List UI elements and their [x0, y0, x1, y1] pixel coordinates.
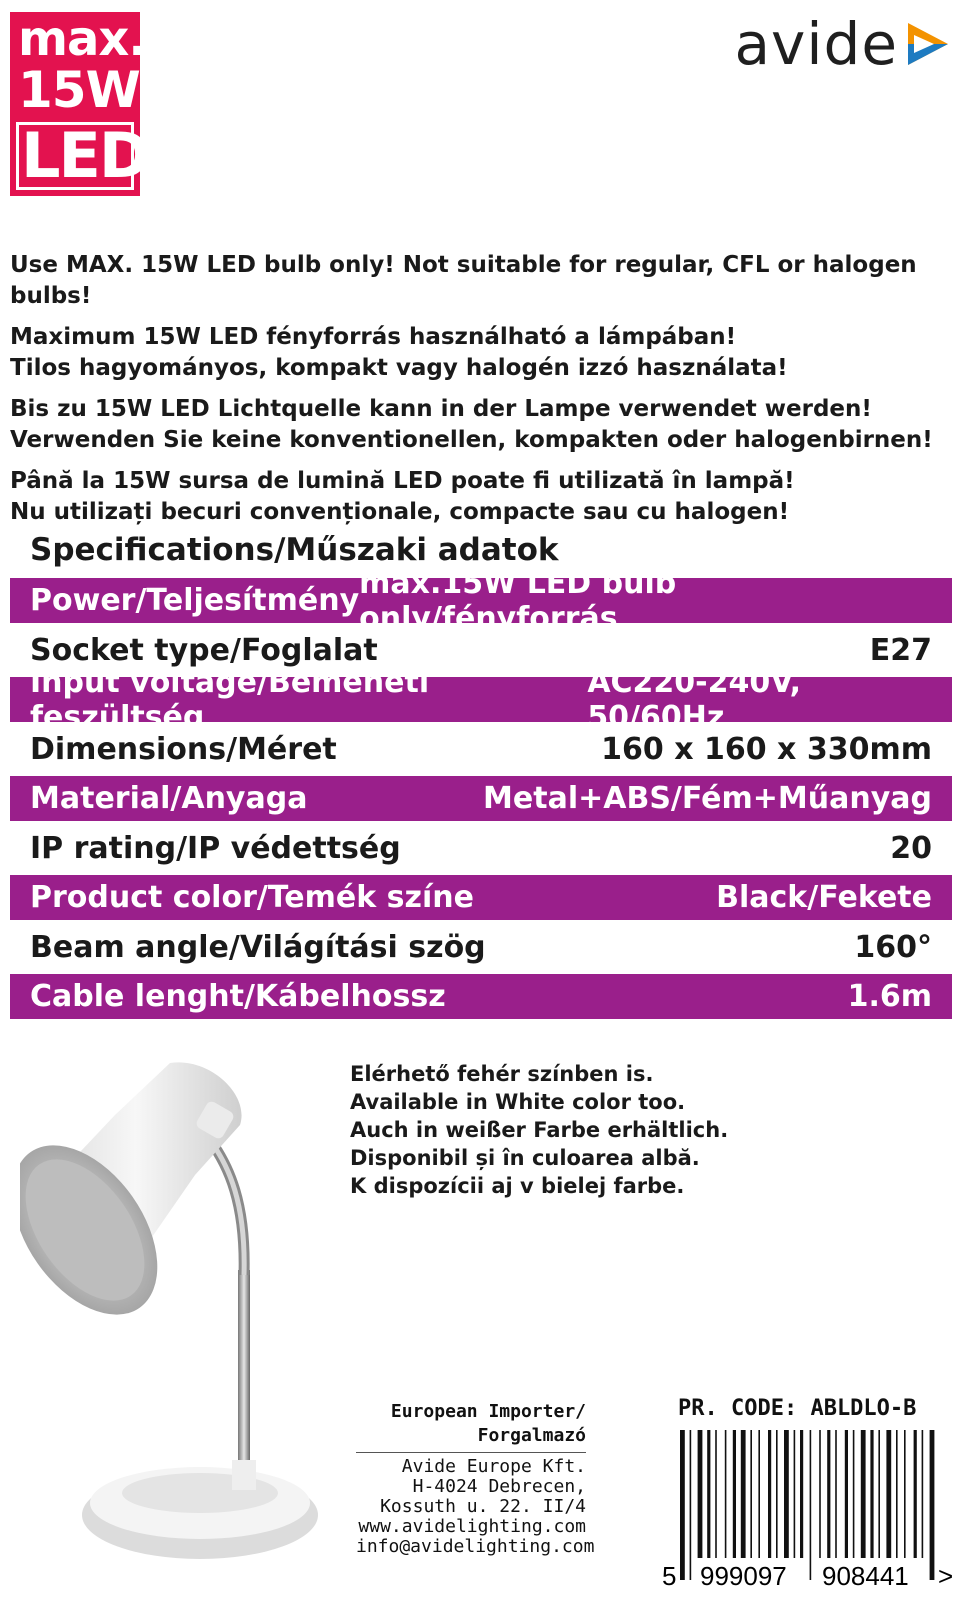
barcode-bar	[870, 1430, 873, 1558]
spec-label: Power/Teljesítmény	[30, 583, 360, 618]
spec-label: Dimensions/Méret	[30, 731, 337, 767]
barcode-bar	[904, 1430, 906, 1558]
specifications-table	[10, 565, 952, 1024]
barcode-bar	[776, 1430, 778, 1558]
spec-row-voltage	[10, 664, 952, 735]
spec-label: Material/Anyaga	[30, 781, 308, 816]
barcode-right-digits: 908441	[822, 1561, 909, 1590]
spec-row-ip-rating	[10, 826, 952, 871]
spec-label: Cable lenght/Kábelhossz	[30, 979, 446, 1014]
spec-value: E27	[869, 632, 932, 668]
spec-value: Black/Fekete	[716, 880, 932, 915]
barcode-bar	[861, 1430, 866, 1558]
specifications-title: Specifications/Műszaki adatok	[30, 532, 559, 568]
spec-value: 160 x 160 x 330mm	[601, 731, 932, 767]
importer-website: www.avidelighting.com	[358, 1516, 586, 1537]
spec-value: 1.6m	[847, 979, 932, 1014]
spec-label: Socket type/Foglalat	[30, 632, 378, 668]
barcode-bar	[853, 1430, 855, 1558]
barcode-bar	[794, 1430, 796, 1558]
barcode-bar	[886, 1430, 891, 1558]
barcode-bar	[715, 1430, 717, 1558]
barcode-bar	[896, 1430, 898, 1558]
barcode-bar	[845, 1430, 848, 1558]
spec-label: Product color/Temék színe	[30, 880, 474, 915]
avide-logo	[735, 10, 952, 78]
white-desk-lamp-image	[20, 1055, 340, 1565]
barcode-bar	[768, 1430, 771, 1558]
barcode-bar	[758, 1430, 760, 1558]
spec-label: Beam angle/Világítási szög	[30, 929, 486, 965]
barcode-bar	[827, 1430, 830, 1558]
spec-value: AC220-240V, 50/60Hz	[587, 664, 801, 735]
warning-en: Use MAX. 15W LED bulb only! Not suitable for regular, CFL or halogen bulbs!	[10, 252, 917, 309]
warning-de: Bis zu 15W LED Lichtquelle kann in der Lampe verwendet werden! Verwenden Sie keine konventionellen, kompakten oder halogenbirnen!	[10, 396, 933, 453]
spec-label: IP rating/IP védettség	[30, 830, 401, 866]
barcode-bar	[784, 1430, 789, 1558]
barcode-bar	[680, 1430, 685, 1580]
importer-email: info@avidelighting.com	[356, 1536, 595, 1557]
barcode-bar	[733, 1430, 736, 1558]
product-code: PR. CODE: ABLDLO-B	[678, 1396, 917, 1421]
barcode-bar	[878, 1430, 880, 1558]
barcode-left-digits: 999097	[700, 1561, 787, 1590]
barcode-bar	[914, 1430, 917, 1558]
spec-value: 160°	[854, 929, 932, 965]
spec-label: Input voltage/Bemeneti feszültség	[30, 664, 430, 735]
ean-barcode	[662, 1430, 958, 1590]
badge-wattage: 15W	[18, 61, 140, 119]
availability-note	[350, 1060, 728, 1200]
barcode-bar	[707, 1430, 710, 1558]
barcode-bar	[750, 1430, 752, 1558]
bulb-warnings	[10, 250, 960, 538]
barcode-bar	[922, 1430, 924, 1558]
spec-value: Metal+ABS/Fém+Műanyag	[483, 781, 932, 816]
importer-heading-hu: Forgalmazó	[477, 1425, 586, 1446]
barcode-bar	[698, 1430, 703, 1558]
barcode-bar	[690, 1430, 692, 1580]
brand-name: avide	[734, 10, 898, 78]
barcode-bar	[810, 1430, 812, 1580]
spec-row-material	[10, 776, 952, 821]
barcode-bar	[930, 1430, 935, 1580]
divider	[356, 1452, 586, 1453]
barcode-bar	[725, 1430, 727, 1558]
barcode-bar	[819, 1430, 821, 1558]
spec-row-color	[10, 875, 952, 920]
badge-led: LED	[16, 122, 134, 190]
spec-row-beam-angle	[10, 925, 952, 970]
spec-row-cable	[10, 974, 952, 1019]
availability-line: Available in White color too.	[350, 1090, 686, 1114]
max-15w-led-badge	[10, 11, 149, 196]
availability-line: K dispozícii aj v bielej farbe.	[350, 1174, 685, 1198]
warning-ro: Până la 15W sursa de lumină LED poate fi utilizată în lampă! Nu utilizați becuri convenționale, compacte sau cu halogen!	[10, 468, 795, 525]
importer-street: Kossuth u. 22. II/4	[380, 1496, 586, 1517]
spec-value: 20	[890, 830, 932, 866]
play-arrow-icon	[904, 19, 952, 69]
barcode-first-digit: 5	[662, 1561, 677, 1590]
barcode-bar	[800, 1430, 803, 1558]
availability-line: Disponibil și în culoarea albă.	[350, 1146, 700, 1170]
spec-value: max.15W LED bulb only/fényforrás	[359, 565, 677, 636]
importer-city: H-4024 Debrecen,	[412, 1476, 586, 1497]
availability-line: Elérhető fehér színben is.	[350, 1062, 654, 1086]
warning-hu: Maximum 15W LED fényforrás használható a lámpában! Tilos hagyományos, kompakt vagy halogén izzó használata!	[10, 324, 788, 381]
barcode-end-mark: >	[938, 1561, 954, 1590]
importer-info	[356, 1400, 595, 1557]
importer-heading: European Importer/	[390, 1401, 586, 1422]
spec-row-power	[10, 565, 952, 636]
availability-line: Auch in weißer Farbe erhältlich.	[350, 1118, 729, 1142]
badge-max: max.	[18, 11, 146, 67]
importer-company: Avide Europe Kft.	[401, 1456, 586, 1477]
barcode-bar	[741, 1430, 746, 1558]
barcode-bar	[835, 1430, 837, 1558]
